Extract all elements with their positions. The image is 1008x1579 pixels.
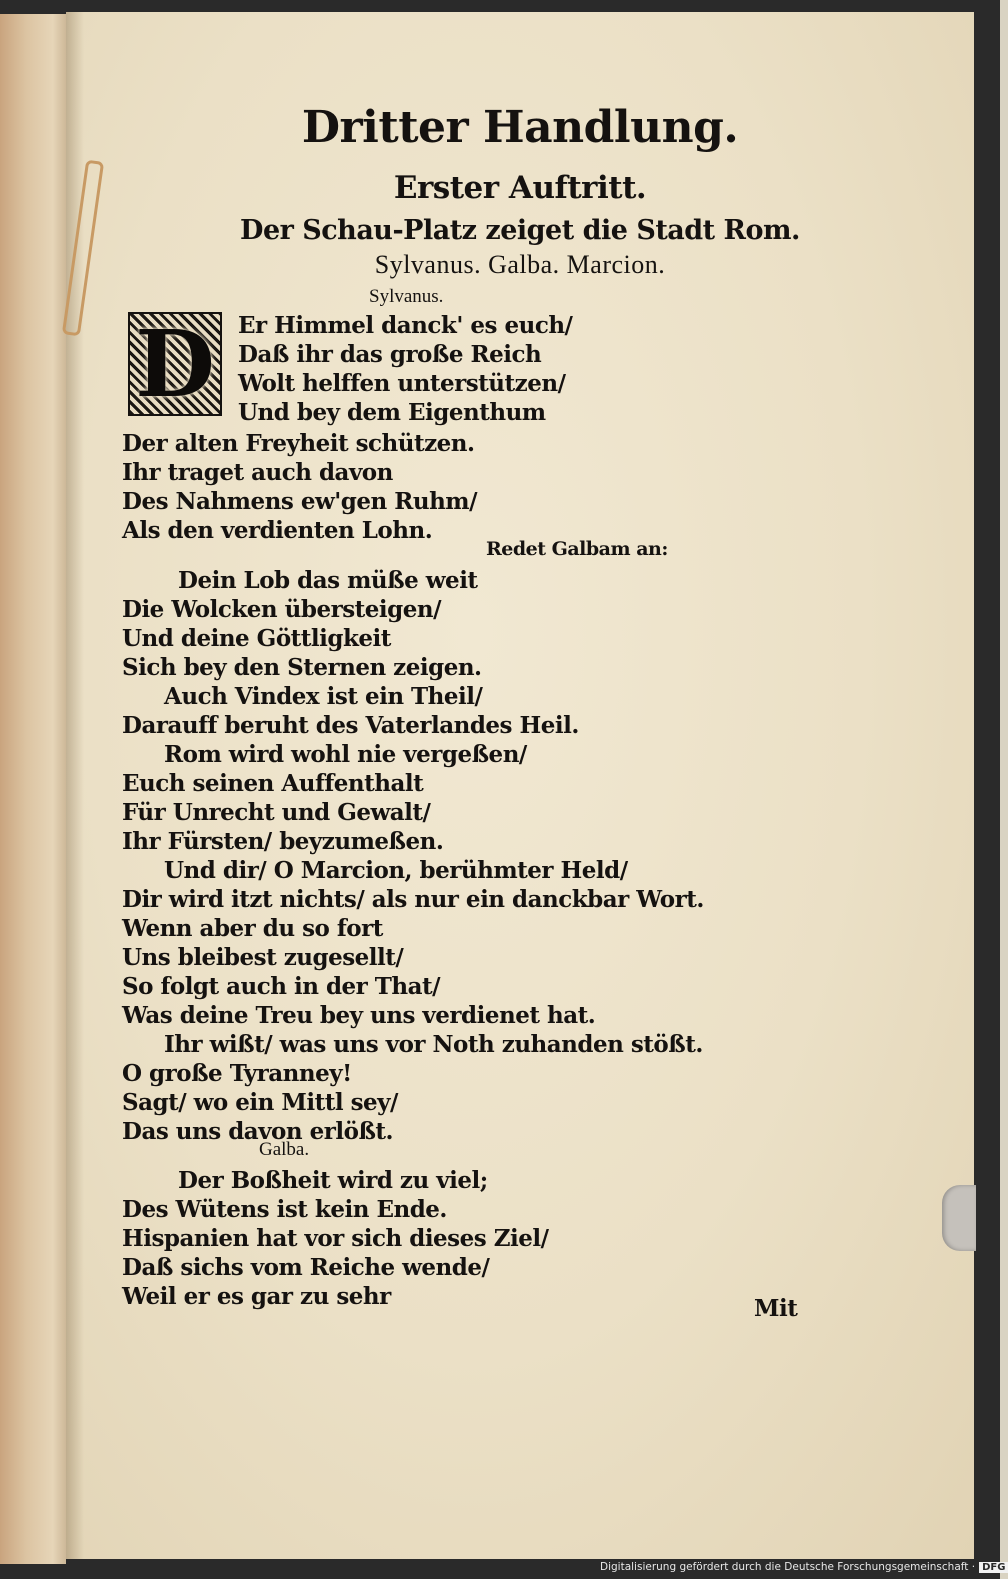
scan-clip-tab [942,1185,976,1251]
verse-line: Die Wolcken übersteigen/ [122,596,441,623]
verse-line: Weil er es gar zu sehr [122,1283,391,1310]
verse-line: Der alten Freyheit schützen. [122,430,475,457]
scene-setting: Der Schau-Platz zeiget die Stadt Rom. [240,215,800,246]
verse-line: Daß ihr das große Reich [238,341,542,368]
verse-line: Als den verdienten Lohn. [122,517,433,544]
verse-line: Und dir/ O Marcion, berühmter Held/ [164,857,628,884]
speaker-label-galba: Galba. [259,1139,310,1160]
verse-line: Sich bey den Sternen zeigen. [122,654,482,681]
left-page-edge [0,14,66,1564]
verse-line: Ihr Fürsten/ beyzumeßen. [122,828,444,855]
digitization-footer [600,1561,1006,1577]
verse-line: So folgt auch in der That/ [122,973,441,1000]
verse-line: Des Wütens ist kein Ende. [122,1196,447,1223]
verse-line: Daß sichs vom Reiche wende/ [122,1254,490,1281]
verse-line: Der Boßheit wird zu viel; [178,1167,488,1194]
verse-line: O große Tyranney! [122,1060,352,1087]
verse-line: Wolt helffen unterstützen/ [238,370,566,397]
verse-line: Darauff beruht des Vaterlandes Heil. [122,712,579,739]
dfg-logo: DFG [979,1562,1008,1573]
verse-line: Für Unrecht und Gewalt/ [122,799,431,826]
verse-line: Rom wird wohl nie vergeßen/ [164,741,527,768]
verse-line: Ihr traget auch davon [122,459,393,486]
verse-line: Und deine Göttligkeit [122,625,391,652]
speaker-label-sylvanus: Sylvanus. [369,286,444,307]
act-title: Dritter Handlung. [301,102,739,153]
verse-line: Ihr wißt/ was uns vor Noth zuhanden stößt. [164,1031,703,1058]
drop-cap-letter: D [135,310,215,418]
scene-title: Erster Auftritt. [393,170,647,206]
verse-line: Sagt/ wo ein Mittl sey/ [122,1089,398,1116]
drop-cap-initial [128,312,222,416]
verse-line: Auch Vindex ist ein Theil/ [164,683,483,710]
catchword: Mit [754,1295,798,1322]
verse-line: Dein Lob das müße weit [178,567,478,594]
verse-line: Wenn aber du so fort [122,915,383,942]
verse-line: Euch seinen Auffenthalt [122,770,424,797]
footer-text: Digitalisierung gefördert durch die Deutsche Forschungsgemeinschaft · [600,1561,976,1573]
verse-line: Und bey dem Eigenthum [238,399,546,426]
verse-line: Dir wird itzt nichts/ als nur ein danckbar Wort. [122,886,704,913]
cast-list: Sylvanus. Galba. Marcion. [374,250,666,279]
verse-line: Er Himmel danck' es euch/ [238,312,573,339]
stage-direction: Redet Galbam an: [486,538,668,560]
verse-line: Das uns davon erlößt. [122,1118,394,1145]
verse-line: Uns bleibest zugesellt/ [122,944,404,971]
book-page [66,12,974,1559]
verse-line: Was deine Treu bey uns verdienet hat. [122,1002,596,1029]
verse-line: Hispanien hat vor sich dieses Ziel/ [122,1225,549,1252]
verse-line: Des Nahmens ew'gen Ruhm/ [122,488,478,515]
